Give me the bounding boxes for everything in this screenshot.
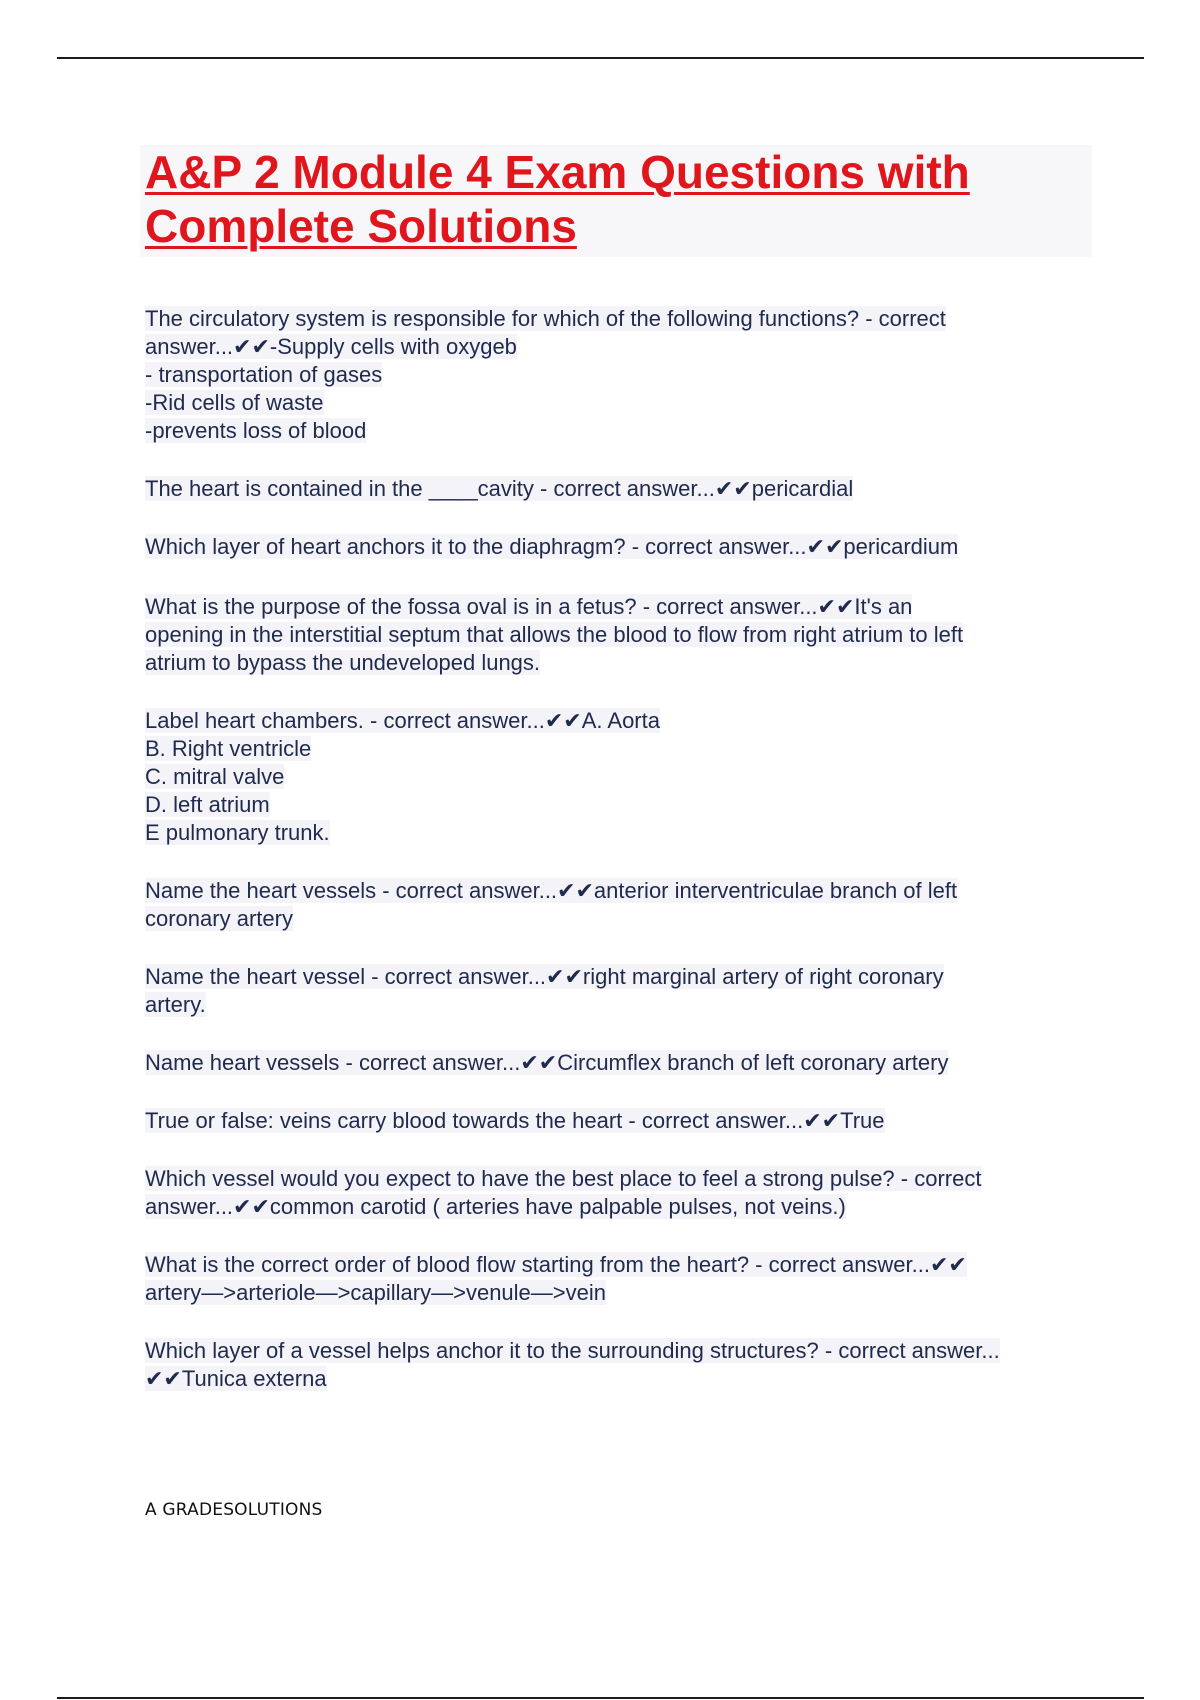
document-title: A&P 2 Module 4 Exam Questions with Complete Solutions bbox=[145, 146, 970, 252]
qa-text: Label heart chambers. - correct answer...✔✔A. Aorta B. Right ventricle C. mitral valve D. left atrium E pulmonary trunk. bbox=[145, 708, 660, 845]
title-block bbox=[140, 145, 1092, 257]
qa-item bbox=[145, 963, 1095, 1019]
qa-item bbox=[145, 533, 1095, 561]
qa-text: Name heart vessels - correct answer...✔✔Circumflex branch of left coronary artery bbox=[145, 1050, 949, 1075]
top-rule bbox=[57, 57, 1144, 59]
qa-text: Which layer of a vessel helps anchor it to the surrounding structures? - correct answer... ✔✔Tunica externa bbox=[145, 1338, 1000, 1391]
qa-text: Name the heart vessel - correct answer...✔✔right marginal artery of right coronary artery. bbox=[145, 964, 944, 1017]
qa-list bbox=[145, 305, 1095, 1393]
bottom-rule bbox=[57, 1697, 1144, 1699]
qa-text: What is the correct order of blood flow starting from the heart? - correct answer...✔✔ artery—>arteriole—>capillary—>venule—>vein bbox=[145, 1252, 967, 1305]
qa-text: What is the purpose of the fossa oval is in a fetus? - correct answer...✔✔It's an opening in the interstitial septum that allows the blood to flow from right atrium to left atrium to bypass the undeveloped lungs. bbox=[145, 594, 964, 675]
qa-item bbox=[145, 475, 1095, 503]
qa-text: Which layer of heart anchors it to the diaphragm? - correct answer...✔✔pericardium bbox=[145, 534, 959, 559]
qa-text: Name the heart vessels - correct answer...✔✔anterior interventriculae branch of left coronary artery bbox=[145, 878, 958, 931]
qa-item bbox=[145, 1107, 1095, 1135]
qa-text: The circulatory system is responsible for which of the following functions? - correct answer...✔✔-Supply cells with oxygeb - transportation of gases -Rid cells of waste -prevents loss of blood bbox=[145, 306, 946, 443]
qa-item bbox=[145, 1251, 1095, 1307]
qa-item bbox=[145, 1337, 1095, 1393]
qa-item bbox=[145, 1165, 1095, 1221]
qa-item bbox=[145, 593, 1095, 677]
qa-item bbox=[145, 877, 1095, 933]
qa-text: The heart is contained in the ____cavity - correct answer...✔✔pericardial bbox=[145, 476, 854, 501]
qa-item bbox=[145, 1049, 1095, 1077]
qa-text: True or false: veins carry blood towards the heart - correct answer...✔✔True bbox=[145, 1108, 885, 1133]
footer-brand: A GRADESOLUTIONS bbox=[145, 1500, 323, 1520]
qa-item bbox=[145, 707, 1095, 847]
qa-text: Which vessel would you expect to have the best place to feel a strong pulse? - correct answer...✔✔common carotid ( arteries have palpable pulses, not veins.) bbox=[145, 1166, 982, 1219]
qa-item bbox=[145, 305, 1095, 445]
